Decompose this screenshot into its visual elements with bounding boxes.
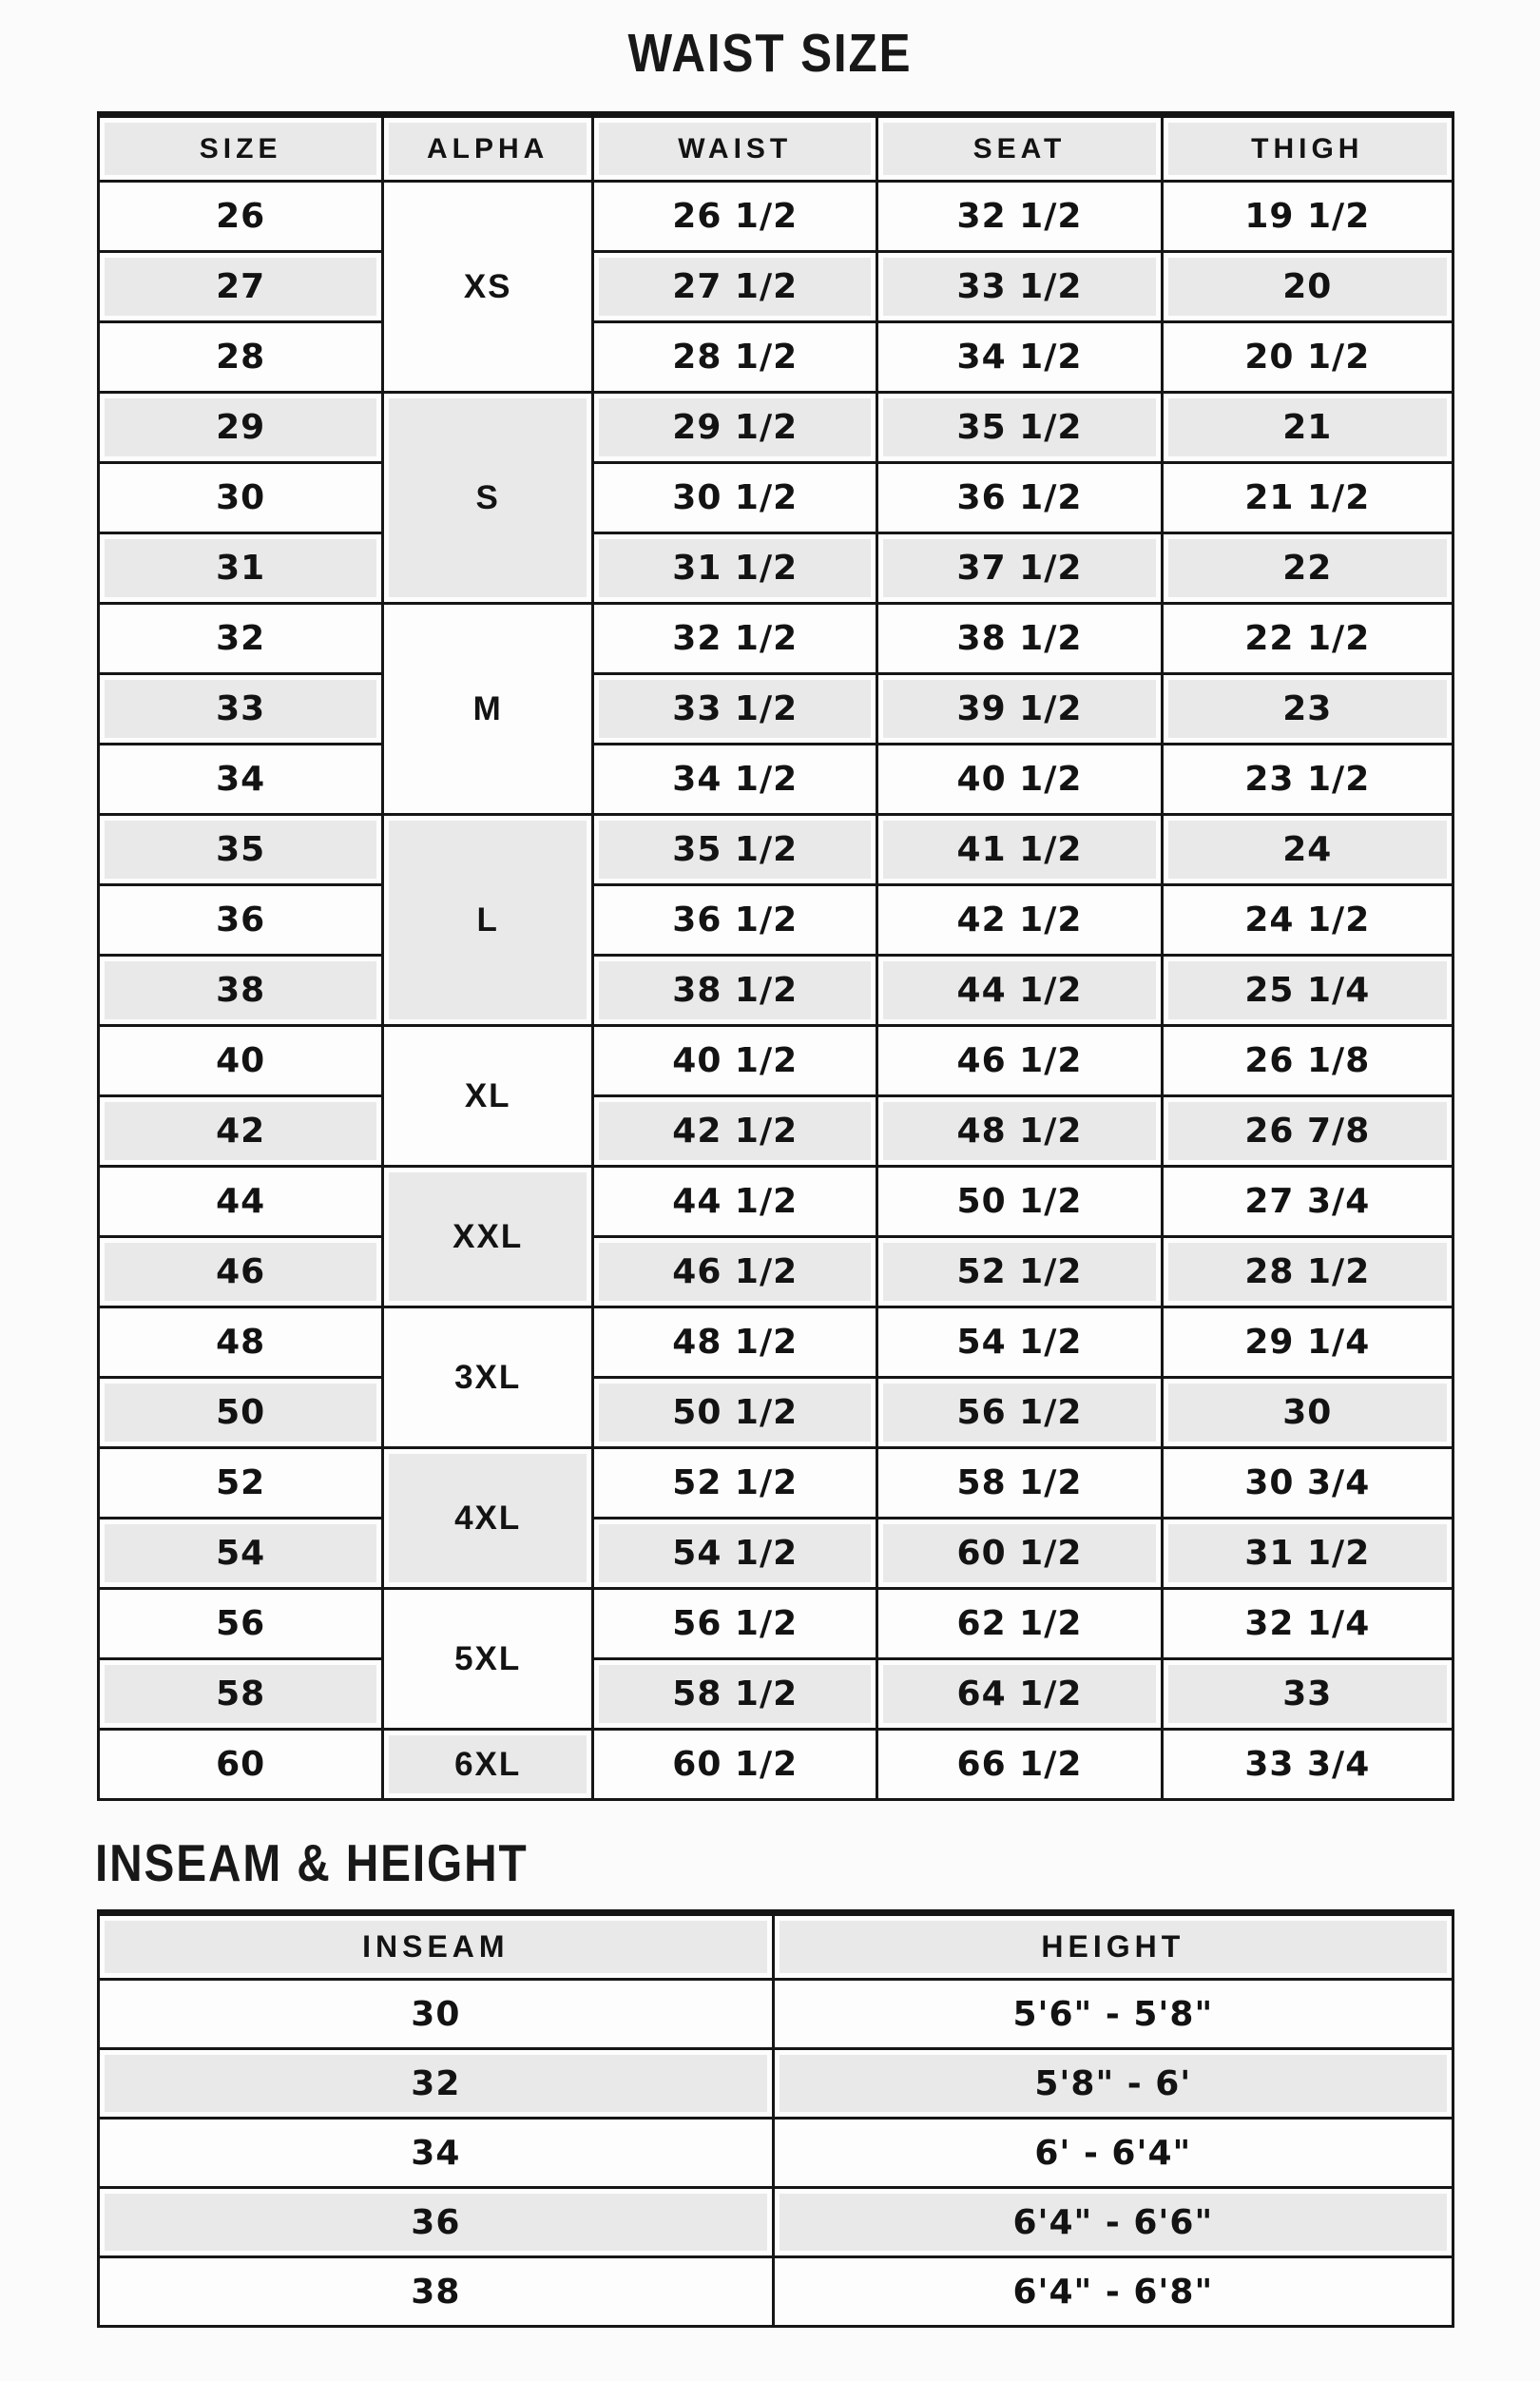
waist-cell: 54 1/2 — [593, 1519, 877, 1589]
inseam-cell: 34 — [99, 2119, 774, 2188]
thigh-cell: 29 1/4 — [1162, 1307, 1453, 1378]
seat-cell: 37 1/2 — [877, 533, 1162, 604]
col-header-size: SIZE — [99, 115, 383, 182]
seat-cell: 66 1/2 — [877, 1730, 1162, 1800]
alpha-cell: XL — [383, 1026, 593, 1167]
waist-size-table — [97, 111, 1454, 1801]
waist-table-row — [99, 1237, 1453, 1307]
size-cell: 36 — [99, 885, 383, 956]
seat-cell: 54 1/2 — [877, 1307, 1162, 1378]
seat-cell: 42 1/2 — [877, 885, 1162, 956]
height-cell: 5'8" - 6' — [773, 2049, 1453, 2119]
waist-table-row — [99, 1589, 1453, 1659]
thigh-cell: 22 1/2 — [1162, 604, 1453, 674]
seat-cell: 34 1/2 — [877, 322, 1162, 393]
waist-cell: 33 1/2 — [593, 674, 877, 745]
waist-table-header — [99, 115, 1453, 182]
height-cell: 6'4" - 6'8" — [773, 2257, 1453, 2327]
seat-cell: 48 1/2 — [877, 1096, 1162, 1167]
waist-cell: 29 1/2 — [593, 393, 877, 463]
seat-cell: 60 1/2 — [877, 1519, 1162, 1589]
alpha-cell: M — [383, 604, 593, 815]
waist-cell: 35 1/2 — [593, 815, 877, 885]
seat-cell: 44 1/2 — [877, 956, 1162, 1026]
thigh-cell: 24 — [1162, 815, 1453, 885]
alpha-cell: 6XL — [383, 1730, 593, 1800]
seat-cell: 50 1/2 — [877, 1167, 1162, 1237]
inseam-table-row — [99, 2119, 1453, 2188]
thigh-cell: 33 3/4 — [1162, 1730, 1453, 1800]
inseam-header-row — [99, 1913, 1453, 1980]
alpha-cell: XXL — [383, 1167, 593, 1307]
waist-cell: 26 1/2 — [593, 182, 877, 252]
waist-table-row — [99, 604, 1453, 674]
thigh-cell: 28 1/2 — [1162, 1237, 1453, 1307]
waist-table-row — [99, 1026, 1453, 1096]
inseam-table-row — [99, 2257, 1453, 2327]
seat-cell: 52 1/2 — [877, 1237, 1162, 1307]
alpha-cell: 3XL — [383, 1307, 593, 1448]
size-cell: 26 — [99, 182, 383, 252]
thigh-cell: 25 1/4 — [1162, 956, 1453, 1026]
waist-cell: 46 1/2 — [593, 1237, 877, 1307]
size-cell: 28 — [99, 322, 383, 393]
waist-cell: 60 1/2 — [593, 1730, 877, 1800]
waist-table-row — [99, 1378, 1453, 1448]
seat-cell: 56 1/2 — [877, 1378, 1162, 1448]
thigh-cell: 31 1/2 — [1162, 1519, 1453, 1589]
waist-cell: 30 1/2 — [593, 463, 877, 533]
waist-cell: 28 1/2 — [593, 322, 877, 393]
waist-table-row — [99, 393, 1453, 463]
waist-cell: 27 1/2 — [593, 252, 877, 322]
waist-table-row — [99, 1307, 1453, 1378]
waist-table-row — [99, 322, 1453, 393]
size-cell: 27 — [99, 252, 383, 322]
inseam-cell: 30 — [99, 1980, 774, 2049]
waist-cell: 42 1/2 — [593, 1096, 877, 1167]
waist-table-row — [99, 815, 1453, 885]
size-cell: 31 — [99, 533, 383, 604]
seat-cell: 38 1/2 — [877, 604, 1162, 674]
thigh-cell: 30 — [1162, 1378, 1453, 1448]
seat-cell: 40 1/2 — [877, 745, 1162, 815]
alpha-cell: S — [383, 393, 593, 604]
waist-header-row — [99, 115, 1453, 182]
thigh-cell: 23 — [1162, 674, 1453, 745]
waist-table-row — [99, 745, 1453, 815]
size-cell: 50 — [99, 1378, 383, 1448]
waist-cell: 48 1/2 — [593, 1307, 877, 1378]
waist-table-row — [99, 463, 1453, 533]
seat-cell: 33 1/2 — [877, 252, 1162, 322]
inseam-cell: 32 — [99, 2049, 774, 2119]
seat-cell: 58 1/2 — [877, 1448, 1162, 1519]
col-header-thigh: THIGH — [1162, 115, 1453, 182]
col-header-alpha: ALPHA — [383, 115, 593, 182]
waist-cell: 38 1/2 — [593, 956, 877, 1026]
waist-table-row — [99, 674, 1453, 745]
thigh-cell: 23 1/2 — [1162, 745, 1453, 815]
col-header-seat: SEAT — [877, 115, 1162, 182]
col-header-waist: WAIST — [593, 115, 877, 182]
size-cell: 33 — [99, 674, 383, 745]
size-cell: 30 — [99, 463, 383, 533]
size-cell: 29 — [99, 393, 383, 463]
size-cell: 60 — [99, 1730, 383, 1800]
thigh-cell: 24 1/2 — [1162, 885, 1453, 956]
waist-cell: 56 1/2 — [593, 1589, 877, 1659]
alpha-cell: 4XL — [383, 1448, 593, 1589]
thigh-cell: 33 — [1162, 1659, 1453, 1730]
inseam-height-title: INSEAM & HEIGHT — [95, 1834, 529, 1893]
inseam-cell: 36 — [99, 2188, 774, 2257]
size-cell: 48 — [99, 1307, 383, 1378]
height-cell: 6'4" - 6'6" — [773, 2188, 1453, 2257]
thigh-cell: 30 3/4 — [1162, 1448, 1453, 1519]
waist-table-row — [99, 1659, 1453, 1730]
height-cell: 6' - 6'4" — [773, 2119, 1453, 2188]
inseam-table-row — [99, 2049, 1453, 2119]
alpha-cell: 5XL — [383, 1589, 593, 1730]
seat-cell: 64 1/2 — [877, 1659, 1162, 1730]
thigh-cell: 26 7/8 — [1162, 1096, 1453, 1167]
seat-cell: 46 1/2 — [877, 1026, 1162, 1096]
waist-size-title: WAIST SIZE — [627, 24, 913, 84]
seat-cell: 36 1/2 — [877, 463, 1162, 533]
waist-cell: 50 1/2 — [593, 1378, 877, 1448]
height-cell: 5'6" - 5'8" — [773, 1980, 1453, 2049]
waist-table-row — [99, 182, 1453, 252]
seat-cell: 62 1/2 — [877, 1589, 1162, 1659]
waist-table-row — [99, 533, 1453, 604]
thigh-cell: 22 — [1162, 533, 1453, 604]
waist-cell: 58 1/2 — [593, 1659, 877, 1730]
thigh-cell: 20 1/2 — [1162, 322, 1453, 393]
size-cell: 44 — [99, 1167, 383, 1237]
size-cell: 35 — [99, 815, 383, 885]
waist-table-row — [99, 1167, 1453, 1237]
waist-table-row — [99, 1448, 1453, 1519]
inseam-height-table — [97, 1909, 1454, 2328]
waist-cell: 31 1/2 — [593, 533, 877, 604]
thigh-cell: 26 1/8 — [1162, 1026, 1453, 1096]
alpha-cell: L — [383, 815, 593, 1026]
size-cell: 34 — [99, 745, 383, 815]
col-header-height: HEIGHT — [773, 1913, 1453, 1980]
seat-cell: 41 1/2 — [877, 815, 1162, 885]
inseam-table-row — [99, 1980, 1453, 2049]
thigh-cell: 32 1/4 — [1162, 1589, 1453, 1659]
size-cell: 40 — [99, 1026, 383, 1096]
waist-cell: 40 1/2 — [593, 1026, 877, 1096]
inseam-table-row — [99, 2188, 1453, 2257]
waist-cell: 34 1/2 — [593, 745, 877, 815]
waist-table-row — [99, 252, 1453, 322]
waist-table-row — [99, 885, 1453, 956]
seat-cell: 32 1/2 — [877, 182, 1162, 252]
waist-cell: 32 1/2 — [593, 604, 877, 674]
inseam-table-header — [99, 1913, 1453, 1980]
size-cell: 56 — [99, 1589, 383, 1659]
waist-table-row — [99, 1096, 1453, 1167]
size-cell: 52 — [99, 1448, 383, 1519]
thigh-cell: 27 3/4 — [1162, 1167, 1453, 1237]
thigh-cell: 21 1/2 — [1162, 463, 1453, 533]
waist-cell: 36 1/2 — [593, 885, 877, 956]
size-cell: 38 — [99, 956, 383, 1026]
size-cell: 58 — [99, 1659, 383, 1730]
size-cell: 42 — [99, 1096, 383, 1167]
inseam-cell: 38 — [99, 2257, 774, 2327]
waist-table-row — [99, 1519, 1453, 1589]
size-cell: 46 — [99, 1237, 383, 1307]
waist-table-row — [99, 956, 1453, 1026]
waist-cell: 44 1/2 — [593, 1167, 877, 1237]
seat-cell: 35 1/2 — [877, 393, 1162, 463]
thigh-cell: 19 1/2 — [1162, 182, 1453, 252]
size-cell: 32 — [99, 604, 383, 674]
waist-table-row — [99, 1730, 1453, 1800]
size-cell: 54 — [99, 1519, 383, 1589]
thigh-cell: 21 — [1162, 393, 1453, 463]
thigh-cell: 20 — [1162, 252, 1453, 322]
seat-cell: 39 1/2 — [877, 674, 1162, 745]
col-header-inseam: INSEAM — [99, 1913, 774, 1980]
alpha-cell: XS — [383, 182, 593, 393]
waist-cell: 52 1/2 — [593, 1448, 877, 1519]
